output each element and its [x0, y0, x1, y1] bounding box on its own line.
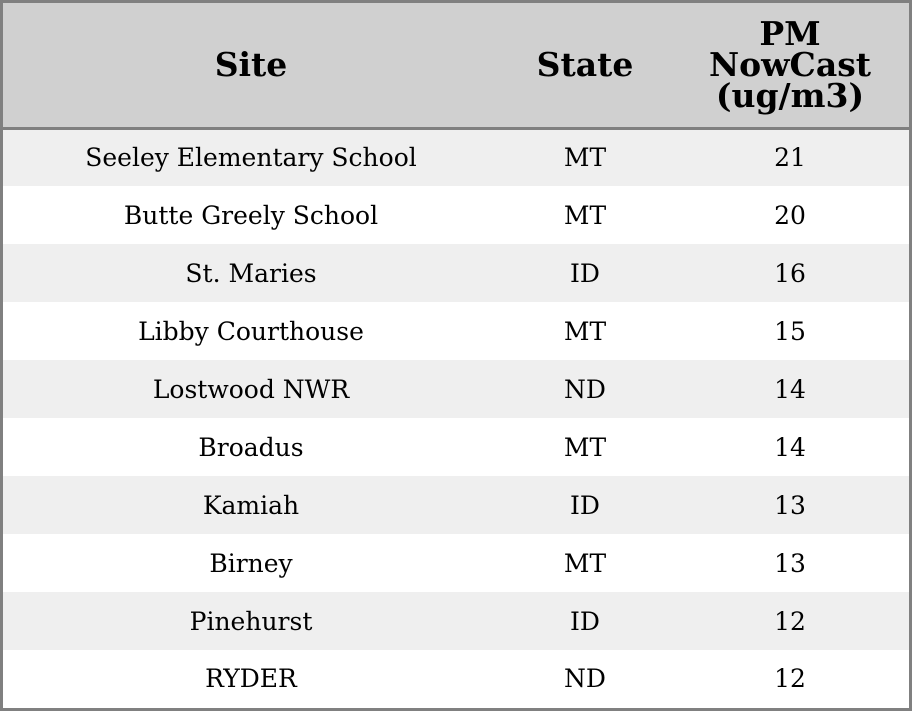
cell-state: ND	[564, 664, 606, 693]
column-header-site-label: Site	[214, 45, 288, 85]
table-row	[3, 650, 909, 707]
cell-state: MT	[563, 143, 607, 173]
pm-nowcast-table	[3, 3, 909, 707]
table-row	[3, 592, 909, 650]
cell-state: ID	[570, 490, 600, 520]
table-row	[3, 360, 909, 418]
column-header-pm-line-3: (ug/m3)	[715, 76, 865, 116]
cell-pm-nowcast: 12	[774, 664, 806, 693]
cell-site: Lostwood NWR	[152, 374, 350, 404]
table-row	[3, 534, 909, 592]
cell-site: St. Maries	[185, 258, 317, 288]
column-header-state-label: State	[536, 45, 634, 85]
table-row	[3, 186, 909, 244]
cell-pm-nowcast: 20	[774, 200, 806, 230]
table-row	[3, 418, 909, 476]
column-header-state	[499, 3, 671, 128]
cell-site: Libby Courthouse	[138, 316, 364, 346]
table-row	[3, 302, 909, 360]
cell-site: Seeley Elementary School	[85, 143, 417, 173]
table-row	[3, 128, 909, 186]
cell-state: MT	[563, 432, 607, 462]
cell-pm-nowcast: 21	[774, 143, 806, 173]
cell-site: Kamiah	[202, 490, 300, 520]
column-header-pm-line-1: PM	[759, 14, 821, 54]
cell-state: MT	[563, 548, 607, 578]
cell-site: RYDER	[205, 664, 297, 693]
cell-state: MT	[563, 200, 607, 230]
column-header-pm-line-2: NowCast	[708, 45, 872, 85]
cell-site: Butte Greely School	[123, 200, 379, 230]
column-header-site	[3, 3, 499, 128]
cell-pm-nowcast: 15	[774, 316, 806, 346]
cell-pm-nowcast: 13	[774, 490, 806, 520]
table-body	[3, 128, 909, 707]
cell-pm-nowcast: 14	[774, 432, 806, 462]
cell-state: ID	[570, 606, 600, 636]
column-header-pm-nowcast	[671, 3, 909, 128]
header-row	[3, 3, 909, 128]
table-row	[3, 476, 909, 534]
cell-site: Pinehurst	[189, 606, 313, 636]
cell-state: ID	[570, 258, 600, 288]
cell-state: MT	[563, 316, 607, 346]
cell-pm-nowcast: 12	[774, 606, 806, 636]
cell-state: ND	[564, 374, 606, 404]
cell-pm-nowcast: 13	[774, 548, 806, 578]
column-header-pm-nowcast-label	[708, 14, 872, 116]
cell-site: Birney	[209, 548, 293, 578]
table-row	[3, 244, 909, 302]
cell-pm-nowcast: 16	[774, 258, 806, 288]
cell-site: Broadus	[198, 432, 304, 462]
cell-pm-nowcast: 14	[774, 374, 806, 404]
